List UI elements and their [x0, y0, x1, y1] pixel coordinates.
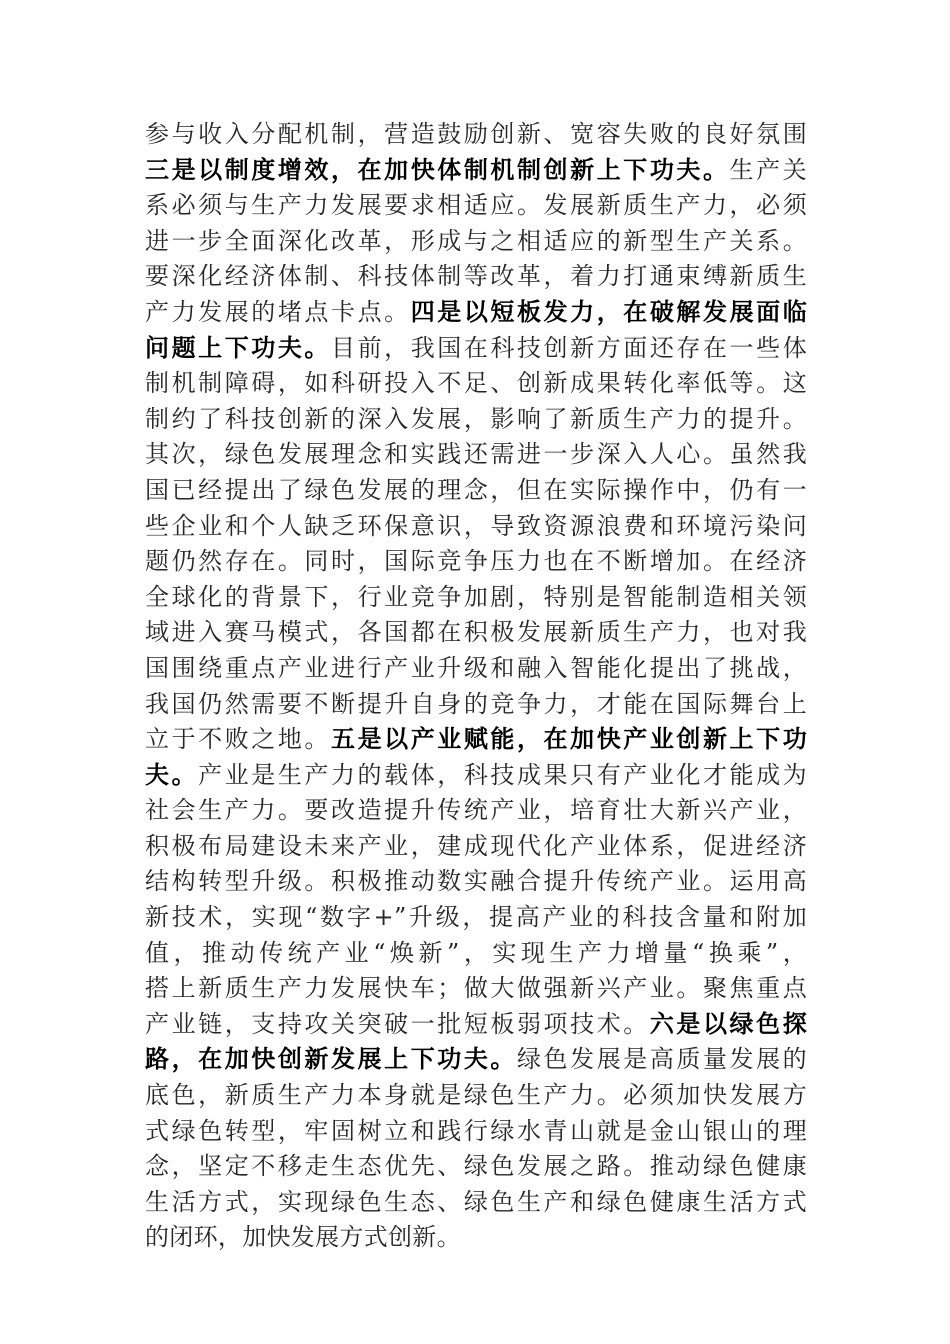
text-run: 立于不败之地。 — [145, 725, 331, 754]
text-line — [145, 1185, 807, 1221]
text-run: 生活方式，实现绿色生态、绿色生产和绿色健康生活方式 — [145, 1187, 807, 1216]
text-run: 绿色发展是高质量发展的 — [516, 1045, 807, 1074]
text-run: 搭上新质生产力发展快车；做大做强新兴产业。聚焦重点 — [145, 974, 807, 1003]
text-line — [145, 793, 807, 829]
text-line — [145, 758, 807, 794]
text-line — [145, 153, 807, 189]
text-line — [145, 829, 807, 865]
text-line — [145, 1078, 807, 1114]
text-run: 系必须与生产力发展要求相适应。发展新质生产力，必须 — [145, 191, 807, 220]
text-run: 新技术，实现“数字+”升级，提高产业的科技含量和附加 — [145, 903, 807, 932]
bold-heading-run: 问题上下功夫。 — [145, 333, 331, 362]
text-line — [145, 295, 807, 331]
text-run: 式绿色转型，牢固树立和践行绿水青山就是金山银山的理 — [145, 1116, 807, 1145]
bold-heading-run: 三是以制度增效，在加快体制机制创新上下功夫。 — [145, 155, 730, 184]
text-line — [145, 615, 807, 651]
text-line — [145, 366, 807, 402]
text-run: 题仍然存在。同时，国际竞争压力也在不断增加。在经济 — [145, 547, 807, 576]
text-run: 制机制障碍，如科研投入不足、创新成果转化率低等。这 — [145, 369, 807, 398]
text-run: 生产关 — [729, 155, 807, 184]
text-run: 结构转型升级。积极推动数实融合提升传统产业。运用高 — [145, 867, 807, 896]
text-line — [145, 402, 807, 438]
body-paragraph — [145, 117, 807, 1256]
bold-heading-run: 六是以绿色探 — [649, 1009, 807, 1038]
bold-heading-run: 路，在加快创新发展上下功夫。 — [145, 1045, 517, 1074]
text-line — [145, 117, 807, 153]
text-run: 的闭环，加快发展方式创新。 — [145, 1223, 461, 1252]
text-run: 些企业和个人缺乏环保意识，导致资源浪费和环境污染问 — [145, 511, 807, 540]
text-line — [145, 473, 807, 509]
text-line — [145, 509, 807, 545]
text-line — [145, 1042, 807, 1078]
text-run: 我国仍然需要不断提升自身的竞争力，才能在国际舞台上 — [145, 689, 807, 718]
text-run: 参与收入分配机制，营造鼓励创新、宽容失败的良好氛围 — [145, 120, 807, 148]
text-run: 念，坚定不移走生态优先、绿色发展之路。推动绿色健康 — [145, 1152, 807, 1181]
text-line — [145, 1007, 807, 1043]
bold-heading-run: 五是以产业赋能，在加快产业创新上下功 — [331, 725, 807, 754]
text-line — [145, 437, 807, 473]
text-run: 制约了科技创新的深入发展，影响了新质生产力的提升。 — [145, 404, 807, 433]
text-run: 社会生产力。要改造提升传统产业，培育壮大新兴产业， — [145, 796, 807, 825]
text-run: 产力发展的堵点卡点。 — [145, 297, 411, 326]
bold-heading-run: 四是以短板发力，在破解发展面临 — [410, 297, 808, 326]
text-line — [145, 1149, 807, 1185]
text-run: 产业是生产力的载体，科技成果只有产业化才能成为 — [198, 760, 807, 789]
text-line — [145, 651, 807, 687]
text-line — [145, 259, 807, 295]
text-run: 国围绕重点产业进行产业升级和融入智能化提出了挑战， — [145, 653, 807, 682]
text-run: 其次，绿色发展理念和实践还需进一步深入人心。虽然我 — [145, 440, 807, 469]
text-line — [145, 580, 807, 616]
text-line — [145, 188, 807, 224]
text-line — [145, 1220, 807, 1256]
text-line — [145, 936, 807, 972]
text-run: 值，推动传统产业“焕新”，实现生产力增量“换乘”， — [145, 938, 807, 967]
text-line — [145, 1114, 807, 1150]
text-line — [145, 971, 807, 1007]
text-line — [145, 544, 807, 580]
text-line — [145, 722, 807, 758]
text-line — [145, 687, 807, 723]
text-run: 进一步全面深化改革，形成与之相适应的新型生产关系。 — [145, 226, 807, 255]
text-line — [145, 331, 807, 367]
text-run: 底色，新质生产力本身就是绿色生产力。必须加快发展方 — [145, 1081, 807, 1110]
text-line — [145, 900, 807, 936]
text-run: 目前，我国在科技创新方面还存在一些体 — [331, 333, 807, 362]
text-run: 国已经提出了绿色发展的理念，但在实际操作中，仍有一 — [145, 475, 807, 504]
text-line — [145, 224, 807, 260]
text-run: 积极布局建设未来产业，建成现代化产业体系，促进经济 — [145, 831, 807, 860]
text-run: 域进入赛马模式，各国都在积极发展新质生产力，也对我 — [145, 618, 807, 647]
text-run: 产业链，支持攻关突破一批短板弱项技术。 — [145, 1009, 650, 1038]
text-line — [145, 864, 807, 900]
text-run: 全球化的背景下，行业竞争加剧，特别是智能制造相关领 — [145, 582, 807, 611]
bold-heading-run: 夫。 — [145, 760, 199, 789]
text-run: 要深化经济体制、科技体制等改革，着力打通束缚新质生 — [145, 262, 807, 291]
